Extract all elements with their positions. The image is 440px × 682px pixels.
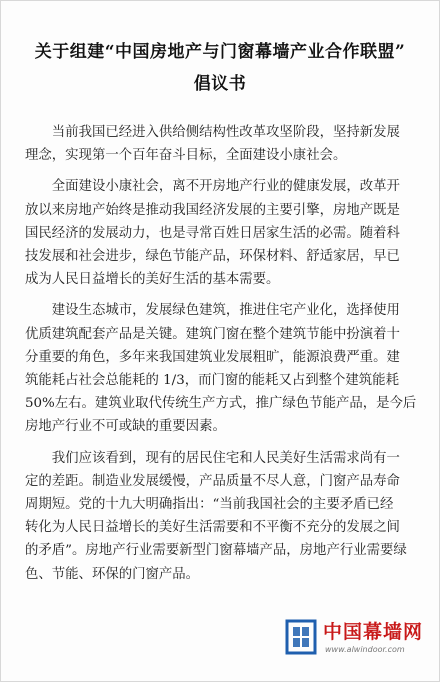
- paragraph-line: 我们应该看到，现有的居民住宅和人民美好生活需求尚有一: [51, 450, 400, 466]
- paragraph-line: 国民经济的发展动力，也是寻常百姓日居家生活的必需。随着科: [25, 225, 400, 241]
- paragraph-line: 转化为人民日益增长的美好生活需要和不平衡不充分的发展之间: [25, 520, 400, 536]
- paragraph-line: 色、节能、环保的门窗产品。: [25, 566, 200, 582]
- paragraph-3: [25, 299, 423, 438]
- document-subtitle: 倡议书: [193, 74, 247, 94]
- paragraph-line: 优质建筑配套产品是关键。建筑门窗在整个建筑节能中扮演着十: [25, 326, 400, 342]
- watermark: [281, 613, 431, 667]
- paragraph-line: 筑能耗占社会总能耗的 1/3，而门窗的能耗又占到整个建筑能耗: [25, 373, 399, 389]
- document-title: 关于组建“中国房地产与门窗幕墙产业合作联盟”: [34, 42, 406, 62]
- alwindoor-logo-icon: [281, 617, 321, 657]
- paragraph-line: 定的差距。制造业发展缓慢，产品质量不尽人意，门窗产品寿命: [25, 473, 400, 489]
- paragraph-line: 建设生态城市，发展绿色建筑，推进住宅产业化，选择使用: [51, 303, 400, 319]
- watermark-url: www.alwindoor.com: [325, 645, 405, 654]
- paragraph-line: 成为人民日益增长的美好生活的基本需要。: [25, 272, 280, 288]
- paragraph-line: 技发展和社会进步，绿色节能产品，环保材料、舒适家居，早已: [25, 249, 400, 265]
- paragraph-2: [25, 175, 423, 291]
- paragraph-line: 当前我国已经进入供给侧结构性改革攻坚阶段，坚持新发展: [51, 125, 400, 140]
- paragraph-line: 放以来房地产始终是推动我国经济发展的主要引擎，房地产既是: [25, 202, 400, 218]
- paragraph-line: 全面建设小康社会，离不开房地产行业的健康发展，改革开: [51, 179, 400, 195]
- paragraph-1: [25, 121, 423, 167]
- paragraph-4: [25, 447, 423, 586]
- paragraph-line: 分重要的角色，多年来我国建筑业发展粗旷，能源浪费严重。建: [25, 349, 400, 365]
- paragraph-line: 的矛盾”。房地产行业需要新型门窗幕墙产品，房地产行业需要绿: [25, 543, 407, 559]
- paragraph-line: 房地产行业不可或缺的重要因素。: [25, 419, 226, 435]
- document-body: [25, 121, 423, 594]
- paragraph-line: 理念，实现第一个百年奋斗目标，全面建设小康社会。: [25, 148, 347, 164]
- watermark-brand: 中国幕墙网: [323, 621, 424, 643]
- paragraph-line: 周期短。党的十九大明确指出：“当前我国社会的主要矛盾已经: [25, 497, 394, 513]
- paragraph-line: 50%左右。建筑业取代传统生产方式，推广绿色节能产品，是今后: [25, 396, 417, 412]
